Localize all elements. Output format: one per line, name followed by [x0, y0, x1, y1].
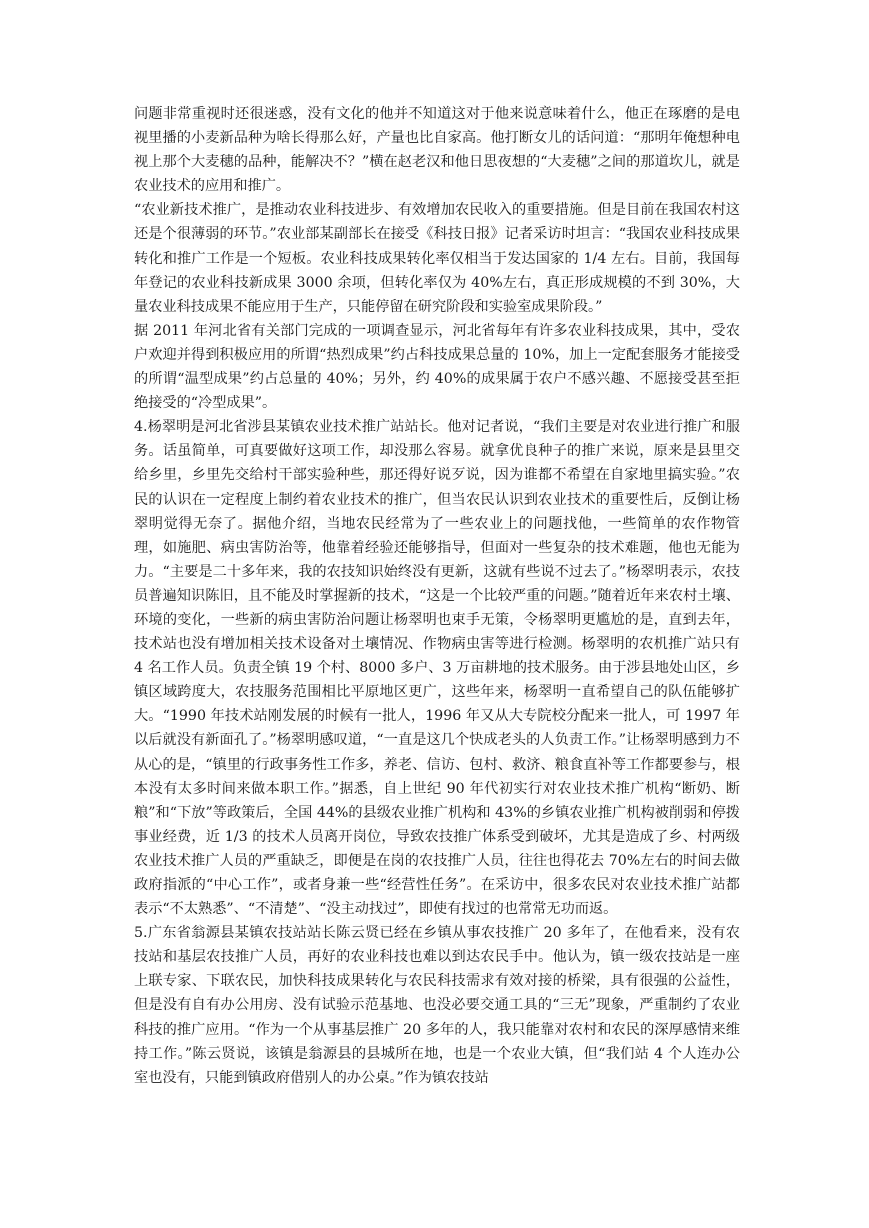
paragraph-hebei-survey: 据 2011 年河北省有关部门完成的一项调查显示，河北省每年有许多农业科技成果，其中，受农户欢迎并得到积极应用的所谓“热烈成果”约占科技成果总量的 10%，加上一定配套服务才能接受的所谓“温型成果”约占总量的 40%；另外，约 40%的成果属于农户不感兴趣、不愿接受甚至拒绝接受的“冷型成果”。 — [134, 322, 740, 412]
paragraph-item-4-yang-cuiming: 4.杨翠明是河北省涉县某镇农业技术推广站站长。他对记者说，“我们主要是对农业进行推广和服务。话虽简单，可真要做好这项工作，却没那么容易。就拿优良种子的推广来说，原来是县里交给乡里，乡里先交给村干部实验种些，那还得好说歹说，因为谁都不希望在自家地里搞实验。”农民的认识在一定程度上制约着农业技术的推广，但当农民认识到农业技术的重要性后，反倒让杨翠明觉得无奈了。据他介绍，当地农民经常为了一些农业上的问题找他，一些简单的农作物管理，如施肥、病虫害防治等，他靠着经验还能够指导，但面对一些复杂的技术难题，他也无能为力。“主要是二十多年来，我的农技知识始终没有更新，这就有些说不过去了。”杨翠明表示，农技员普遍知识陈旧，且不能及时掌握新的技术，“这是一个比较严重的问题。”随着近年来农村土壤、环境的变化，一些新的病虫害防治问题让杨翠明也束手无策，令杨翠明更尴尬的是，直到去年，技术站也没有增加相关技术设备对土壤情况、作物病虫害等进行检测。杨翠明的农机推广站只有 4 名工作人员。负责全镇 19 个村、8000 多户、3 万亩耕地的技术服务。由于涉县地处山区，乡镇区域跨度大，农技服务范围相比平原地区更广，这些年来，杨翠明一直希望自己的队伍能够扩大。“1990 年技术站刚发展的时候有一批人，1996 年又从大专院校分配来一批人，可 1997 年以后就没有新面孔了。”杨翠明感叹道，“一直是这几个快成老头的人负责工作。”让杨翠明感到力不从心的是，“镇里的行政事务性工作多，养老、信访、包村、救济、粮食直补等工作都要参与，根本没有太多时间来做本职工作。”据悉，自上世纪 90 年代初实行对农业技术推广机构“断奶、断粮”和“下放”等政策后，全国 44%的县级农业推广机构和 43%的乡镇农业推广机构被削弱和停拨事业经费，近 1/3 的技术人员离开岗位，导致农技推广体系受到破坏，尤其是造成了乡、村两级农业技术推广人员的严重缺乏，即便是在岗的农技推广人员，往往也得花去 70%左右的时间去做政府指派的“中心工作”，或者身兼一些“经营性任务”。在采访中，很多农民对农业技术推广站都表示“不太熟悉”、“不清楚”、“没主动找过”，即使有找过的也常常无功而返。 — [134, 419, 740, 918]
document-body — [134, 102, 740, 1090]
paragraph-zhao-laohan: 问题非常重视时还很迷惑，没有文化的他并不知道这对于他来说意味着什么，他正在琢磨的是电视里播的小麦新品种为啥长得那么好，产量也比自家高。他打断女儿的话问道：“那明年俺想种电视上那个大麦穗的品种，能解决不？”横在赵老汉和他日思夜想的“大麦穗”之间的那道坎儿，就是农业技术的应用和推广。 — [134, 106, 740, 195]
paragraph-item-5-chen-yunxian: 5.广东省翁源县某镇农技站站长陈云贤已经在乡镇从事农技推广 20 多年了，在他看来，没有农技站和基层农技推广人员，再好的农业科技也难以到达农民手中。他认为，镇一级农技站是一座上联专家、下联农民，加快科技成果转化与农民科技需求有效对接的桥梁，具有很强的公益性，但是没有自有办公用房、没有试验示范基地、也没必要交通工具的“三无”现象，严重制约了农业科技的推广应用。“作为一个从事基层推广 20 多年的人，我只能靠对农村和农民的深厚感情来维持工作。”陈云贤说，该镇是翁源县的县城所在地，也是一个农业大镇，但“我们站 4 个人连办公室也没有，只能到镇政府借别人的办公桌。”作为镇农技站 — [134, 925, 740, 1086]
paragraph-vice-minister-quote: “农业新技术推广，是推动农业科技进步、有效增加农民收入的重要措施。但是目前在我国农村这还是个很薄弱的环节。”农业部某副部长在接受《科技日报》记者采访时坦言：“我国农业科技成果转化和推广工作是一个短板。农业科技成果转化率仅相当于发达国家的 1/4 左右。目前，我国每年登记的农业科技新成果 3000 余项，但转化率仅为 40%左右，真正形成规模的不到 30%，大量农业科技成果不能应用于生产，只能停留在研究阶段和实验室成果阶段。” — [134, 202, 740, 315]
